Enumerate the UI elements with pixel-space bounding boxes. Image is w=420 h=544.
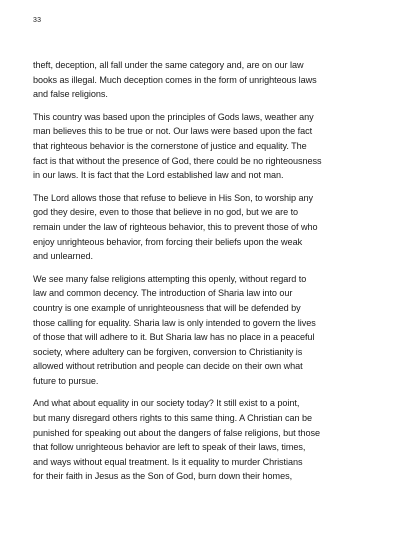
text-line: fact is that without the presence of God, there could be no righteousness — [33, 155, 322, 166]
text-line: law and common decency. The introduction of Sharia law into our — [33, 288, 293, 299]
text-line: country is one example of unrighteousness that will be defended by — [33, 302, 301, 313]
text-line: and ways without equal treatment. Is it equality to murder Christians — [33, 456, 303, 467]
text-line: allowed without retribution and people can decide on their own what — [33, 361, 303, 372]
text-line: man believes this to be true or not. Our laws were based upon the fact — [33, 126, 313, 137]
body-text — [33, 58, 395, 492]
text-line: This country was based upon the principles of Gods laws, weather any — [33, 111, 314, 122]
text-line: and false religions. — [33, 89, 108, 100]
text-line: books as illegal. Much deception comes in the form of unrighteous laws — [33, 74, 317, 85]
text-line: for their faith in Jesus as the Son of God, burn down their homes, — [33, 471, 293, 482]
text-line: society, where adultery can be forgiven, conversion to Christianity is — [33, 346, 303, 357]
text-line: those calling for equality. Sharia law is only intended to govern the lives — [33, 317, 316, 328]
paragraph-1 — [33, 58, 395, 102]
text-line: of those that will adhere to it. But Sharia law has no place in a peaceful — [33, 332, 315, 343]
text-line: enjoy unrighteous behavior, from forcing their beliefs upon the weak — [33, 236, 303, 247]
text-line: The Lord allows those that refuse to believe in His Son, to worship any — [33, 192, 314, 203]
paragraph-4 — [33, 272, 395, 389]
paragraph-3 — [33, 191, 395, 264]
page-number: 33 — [33, 17, 42, 24]
paragraph-2 — [33, 110, 395, 183]
text-line: remain under the law of righteous behavior, this to prevent those of who — [33, 221, 318, 232]
paragraph-5 — [33, 396, 395, 484]
text-line: in our laws. It is fact that the Lord established law and not man. — [33, 170, 284, 181]
text-line: and unlearned. — [33, 251, 93, 262]
text-line: god they desire, even to those that believe in no god, but we are to — [33, 207, 299, 218]
text-line: future to pursue. — [33, 375, 99, 386]
text-line: We see many false religions attempting this openly, without regard to — [33, 273, 307, 284]
text-line: that follow unrighteous behavior are left to speak of their laws, times, — [33, 442, 306, 453]
text-line: but many disregard others rights to this same thing. A Christian can be — [33, 413, 313, 424]
text-line: that righteous behavior is the cornerstone of justice and equality. The — [33, 140, 307, 151]
text-line: punished for speaking out about the dangers of false religions, but those — [33, 427, 321, 438]
text-line: And what about equality in our society today? It still exist to a point, — [33, 398, 300, 409]
text-line: theft, deception, all fall under the same category and, are on our law — [33, 60, 304, 70]
